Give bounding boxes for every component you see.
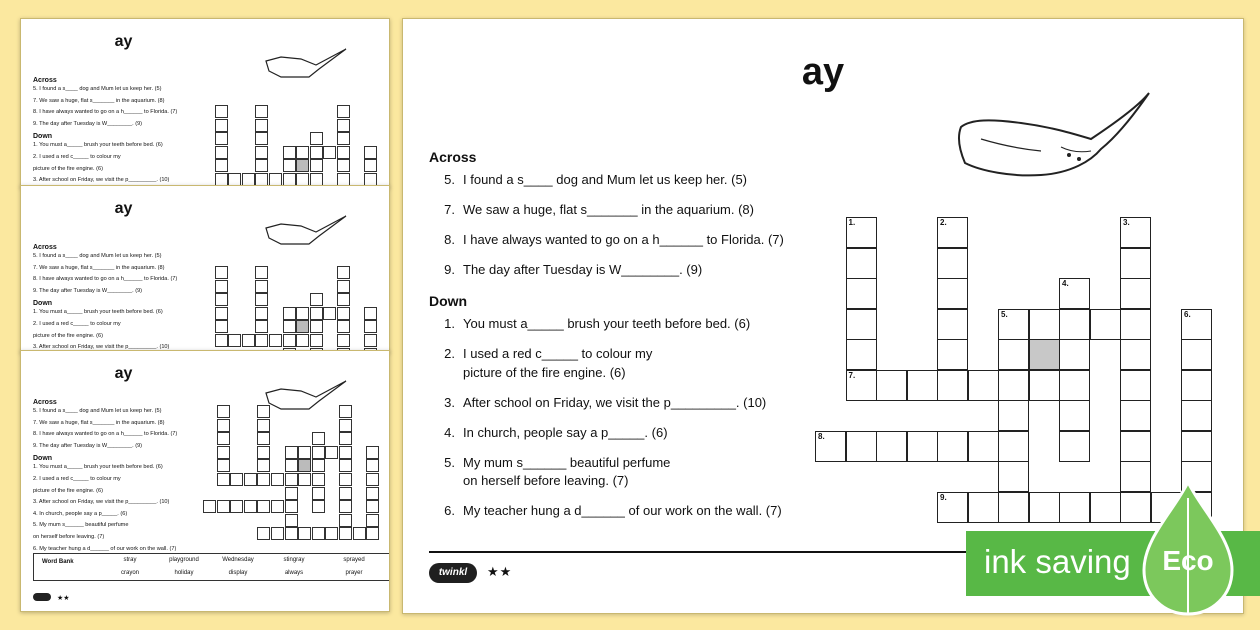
clue-number: 8. bbox=[818, 431, 825, 441]
thumbnail-stars: ★★ bbox=[57, 595, 70, 602]
crossword-cell[interactable] bbox=[1181, 370, 1212, 401]
thumbnail-clues: Across 5. I found a s____ dog and Mum let us keep her. (5) 7. We saw a huge, flat s_______ in the aquarium. (8) 8. I have always wanted to go on a h______ to Florida. (7) 9. The day after Tuesday is W________. (9) Down 1. You must a_____ brush your teeth before bed. (6) 2. I used a red c_____ to colour my picture of the fire engine. (6) 3. After school on Friday, we visit the p_________. (10) bbox=[33, 77, 178, 184]
across-clue: 5. I found a s____ dog and Mum let us keep her. (5) bbox=[444, 172, 748, 187]
crossword-cell[interactable] bbox=[1181, 400, 1212, 431]
clue-number: 3. bbox=[1123, 218, 1130, 227]
thumbnail-crossword-cell bbox=[257, 432, 270, 445]
thumbnail-crossword-cell bbox=[215, 293, 228, 306]
thumbnail-crossword-cell bbox=[337, 159, 350, 172]
crossword-cell[interactable] bbox=[1120, 370, 1151, 401]
crossword-cell[interactable] bbox=[937, 278, 968, 309]
thumbnail-crossword-grid bbox=[201, 105, 381, 188]
thumbnail-crossword-cell bbox=[244, 500, 257, 513]
clue-number: 4. bbox=[1062, 279, 1069, 288]
thumbnail-crossword-cell bbox=[364, 159, 377, 172]
thumbnail-crossword-cell bbox=[310, 320, 323, 333]
word-bank bbox=[33, 553, 390, 581]
thumbnail-crossword-cell bbox=[255, 293, 268, 306]
clue-number: 1. bbox=[848, 218, 856, 227]
thumbnail-crossword-cell bbox=[296, 159, 309, 172]
thumbnail-crossword-cell bbox=[244, 473, 257, 486]
thumbnail-crossword-cell bbox=[283, 320, 296, 333]
thumbnail-crossword-cell bbox=[217, 432, 230, 445]
crossword-cell[interactable] bbox=[998, 339, 1029, 370]
crossword-cell[interactable] bbox=[1059, 431, 1090, 462]
crossword-cell[interactable] bbox=[998, 370, 1029, 401]
thumbnail-crossword-cell bbox=[339, 405, 352, 418]
thumbnail-crossword-cell bbox=[298, 473, 311, 486]
thumbnail-crossword-cell bbox=[325, 527, 338, 540]
thumbnail-crossword-cell bbox=[339, 446, 352, 459]
crossword-cell[interactable] bbox=[998, 492, 1029, 523]
crossword-cell[interactable] bbox=[907, 431, 938, 462]
thumbnail-crossword-cell bbox=[257, 473, 270, 486]
thumbnail-crossword-cell bbox=[215, 307, 228, 320]
word-bank-word: stingray bbox=[283, 557, 305, 563]
thumbnail-crossword-cell bbox=[296, 334, 309, 347]
thumbnail-page-3[interactable] bbox=[20, 350, 390, 612]
crossword-cell[interactable] bbox=[846, 309, 877, 340]
thumbnail-crossword-cell bbox=[366, 459, 379, 472]
thumbnail-crossword-cell bbox=[337, 334, 350, 347]
thumbnail-crossword-cell bbox=[217, 405, 230, 418]
thumbnail-crossword-cell bbox=[257, 527, 270, 540]
crossword-grid bbox=[403, 19, 1244, 614]
thumbnail-crossword-cell bbox=[312, 432, 325, 445]
thumbnail-crossword-cell bbox=[339, 500, 352, 513]
thumbnail-crossword-cell bbox=[366, 446, 379, 459]
thumbnail-crossword-cell bbox=[310, 334, 323, 347]
thumbnail-crossword-cell bbox=[310, 159, 323, 172]
thumbnail-crossword-cell bbox=[215, 146, 228, 159]
thumbnail-crossword-cell bbox=[283, 146, 296, 159]
thumbnail-crossword-cell bbox=[255, 146, 268, 159]
thumbnail-crossword-cell bbox=[255, 280, 268, 293]
crossword-cell[interactable] bbox=[968, 492, 999, 523]
difficulty-stars: ★★ bbox=[487, 564, 513, 579]
word-bank-word: stray bbox=[123, 557, 137, 563]
crossword-cell[interactable] bbox=[937, 339, 968, 370]
crossword-cell[interactable] bbox=[1090, 309, 1121, 340]
thumbnail-crossword-cell bbox=[364, 146, 377, 159]
crossword-cell[interactable] bbox=[1059, 370, 1090, 401]
thumbnail-crossword-cell bbox=[230, 500, 243, 513]
crossword-cell[interactable] bbox=[1029, 309, 1060, 340]
twinkl-logo: twinkl bbox=[429, 563, 477, 583]
word-bank-label: Word Bank bbox=[42, 559, 74, 565]
clue-number: 2. bbox=[940, 218, 947, 227]
thumbnail-crossword-cell bbox=[257, 500, 270, 513]
crossword-cell[interactable] bbox=[846, 431, 877, 462]
crossword-cell[interactable] bbox=[1059, 492, 1090, 523]
thumbnail-title: ay bbox=[114, 200, 133, 217]
twinkl-logo-small bbox=[33, 593, 51, 601]
thumbnail-crossword-cell bbox=[339, 419, 352, 432]
down-heading: Down bbox=[429, 293, 468, 310]
thumbnail-crossword-cell bbox=[312, 527, 325, 540]
crossword-cell[interactable] bbox=[846, 278, 877, 309]
thumbnail-crossword-cell bbox=[285, 473, 298, 486]
thumbnail-crossword-cell bbox=[323, 307, 336, 320]
thumbnail-crossword-cell bbox=[217, 500, 230, 513]
thumbnail-crossword-cell bbox=[337, 320, 350, 333]
thumbnail-crossword-cell bbox=[298, 446, 311, 459]
crossword-cell[interactable] bbox=[846, 339, 877, 370]
thumbnail-crossword-cell bbox=[228, 334, 241, 347]
thumbnail-crossword-cell bbox=[255, 334, 268, 347]
thumbnail-crossword-cell bbox=[353, 527, 366, 540]
clue-number: 6. bbox=[1184, 309, 1191, 319]
thumbnail-crossword-cell bbox=[298, 527, 311, 540]
thumbnail-crossword-cell bbox=[285, 527, 298, 540]
thumbnail-crossword-cell bbox=[366, 487, 379, 500]
thumbnail-crossword-cell bbox=[215, 132, 228, 145]
thumbnail-crossword-cell bbox=[339, 459, 352, 472]
across-heading: Across bbox=[429, 149, 477, 165]
thumbnail-crossword-cell bbox=[312, 500, 325, 513]
thumbnail-crossword-cell bbox=[339, 473, 352, 486]
thumbnail-crossword-cell bbox=[364, 320, 377, 333]
thumbnail-crossword-cell bbox=[255, 119, 268, 132]
word-bank-word: crayon bbox=[120, 570, 139, 576]
crossword-cell[interactable] bbox=[1120, 248, 1151, 279]
thumbnail-crossword-cell bbox=[339, 487, 352, 500]
thumbnail-crossword-cell bbox=[310, 293, 323, 306]
clue-number: 9. bbox=[940, 492, 947, 502]
thumbnail-crossword-cell bbox=[215, 320, 228, 333]
crossword-cell[interactable] bbox=[1120, 309, 1151, 340]
thumbnail-crossword-cell bbox=[215, 334, 228, 347]
thumbnail-crossword-cell bbox=[310, 307, 323, 320]
word-bank-word: holiday bbox=[174, 570, 194, 576]
thumbnail-crossword-cell bbox=[312, 459, 325, 472]
eco-label: Eco bbox=[1162, 545, 1214, 576]
crossword-cell[interactable] bbox=[998, 461, 1029, 492]
across-clue: 8. I have always wanted to go on a h______ to Florida. (7) bbox=[444, 231, 784, 247]
thumbnail-crossword-cell bbox=[339, 432, 352, 445]
word-bank-word: prayer bbox=[345, 570, 363, 576]
thumbnail-crossword-cell bbox=[296, 320, 309, 333]
thumbnail-crossword-cell bbox=[215, 266, 228, 279]
thumbnail-crossword-cell bbox=[269, 334, 282, 347]
thumbnail-crossword-cell bbox=[339, 514, 352, 527]
thumbnail-crossword-cell bbox=[255, 320, 268, 333]
thumbnail-crossword-cell bbox=[271, 500, 284, 513]
crossword-cell[interactable] bbox=[1029, 370, 1060, 401]
thumbnail-crossword-cell bbox=[312, 487, 325, 500]
thumbnail-crossword-grid bbox=[201, 266, 381, 353]
thumbnail-crossword-cell bbox=[283, 159, 296, 172]
thumbnail-crossword-cell bbox=[255, 159, 268, 172]
thumbnail-crossword-cell bbox=[215, 119, 228, 132]
thumbnail-crossword-cell bbox=[312, 473, 325, 486]
thumbnail-page-1[interactable] bbox=[20, 18, 390, 188]
thumbnail-crossword-cell bbox=[257, 405, 270, 418]
thumbnail-crossword-cell bbox=[366, 500, 379, 513]
thumbnail-crossword-cell bbox=[337, 307, 350, 320]
crossword-cell[interactable] bbox=[1120, 278, 1151, 309]
word-bank-word: sprayed bbox=[343, 557, 365, 563]
crossword-cell[interactable] bbox=[876, 370, 907, 401]
thumbnail-crossword-cell bbox=[285, 459, 298, 472]
thumbnail-crossword-cell bbox=[257, 446, 270, 459]
thumbnail-page-2[interactable] bbox=[20, 185, 390, 353]
crossword-cell[interactable] bbox=[1181, 339, 1212, 370]
thumbnail-crossword-cell bbox=[271, 527, 284, 540]
thumbnail-crossword-cell bbox=[337, 132, 350, 145]
thumbnail-crossword-cell bbox=[242, 334, 255, 347]
across-clue: 7. We saw a huge, flat s_______ in the aquarium. (8) bbox=[444, 201, 754, 217]
thumbnail-crossword-cell bbox=[230, 473, 243, 486]
word-bank-word: Wednesday bbox=[222, 557, 254, 563]
thumbnail-crossword-cell bbox=[366, 514, 379, 527]
stingray-icon bbox=[261, 47, 351, 87]
thumbnail-crossword-cell bbox=[217, 459, 230, 472]
crossword-cell[interactable] bbox=[1059, 309, 1090, 340]
word-bank-word: playground bbox=[169, 557, 199, 563]
crossword-cell[interactable] bbox=[937, 370, 968, 401]
thumbnail-crossword-cell bbox=[364, 307, 377, 320]
thumbnail-crossword-cell bbox=[298, 459, 311, 472]
crossword-cell[interactable] bbox=[937, 309, 968, 340]
crossword-cell[interactable] bbox=[1120, 400, 1151, 431]
thumbnail-crossword-cell bbox=[283, 307, 296, 320]
thumbnail-crossword-cell bbox=[285, 446, 298, 459]
thumbnail-crossword-cell bbox=[217, 446, 230, 459]
crossword-cell[interactable] bbox=[998, 400, 1029, 431]
thumbnail-crossword-cell bbox=[337, 266, 350, 279]
thumbnail-crossword-cell bbox=[337, 280, 350, 293]
down-clue: 6. My teacher hung a d______ of our work on the wall. (7) bbox=[444, 503, 782, 519]
thumbnail-crossword-cell bbox=[271, 473, 284, 486]
thumbnail-crossword-cell bbox=[255, 105, 268, 118]
word-bank-word: display bbox=[228, 570, 248, 576]
thumbnail-crossword-cell bbox=[366, 527, 379, 540]
clue-number: 5. bbox=[1001, 309, 1008, 319]
crossword-cell[interactable] bbox=[1120, 431, 1151, 462]
thumbnail-crossword-cell bbox=[310, 132, 323, 145]
crossword-cell[interactable] bbox=[998, 431, 1029, 462]
thumbnail-crossword-cell bbox=[203, 500, 216, 513]
thumbnail-crossword-cell bbox=[337, 293, 350, 306]
thumbnail-crossword-cell bbox=[257, 459, 270, 472]
down-clue: 3. After school on Friday, we visit the p_________. (10) bbox=[444, 394, 767, 410]
thumbnail-crossword-cell bbox=[285, 487, 298, 500]
crossword-cell[interactable] bbox=[1090, 492, 1121, 523]
thumbnail-crossword-cell bbox=[364, 334, 377, 347]
crossword-cell[interactable] bbox=[876, 431, 907, 462]
thumbnail-crossword-cell bbox=[255, 132, 268, 145]
word-bank-word: always bbox=[284, 570, 304, 576]
crossword-cell[interactable] bbox=[1029, 339, 1060, 370]
thumbnail-clues: Across 5. I found a s____ dog and Mum let us keep her. (5) 7. We saw a huge, flat s_______ in the aquarium. (8) 8. I have always wanted to go on a h______ to Florida. (7) 9. The day after Tuesday is W________. (9) Down 1. You must a_____ brush your teeth before bed. (6) 2. I used a red c_____ to colour my picture of the fire engine. (6) 3. After school on Friday, we visit the p_________. (10) bbox=[33, 244, 178, 351]
clue-number: 7. bbox=[848, 370, 856, 380]
ink-saving-text: ink saving bbox=[984, 543, 1131, 580]
crossword-cell[interactable] bbox=[1059, 339, 1090, 370]
thumbnail-crossword-cell bbox=[339, 527, 352, 540]
crossword-cell[interactable] bbox=[937, 248, 968, 279]
crossword-cell[interactable] bbox=[937, 431, 968, 462]
down-clue: 4. In church, people say a p_____. (6) bbox=[444, 424, 668, 440]
thumbnail-crossword-cell bbox=[215, 159, 228, 172]
crossword-cell[interactable] bbox=[846, 248, 877, 279]
crossword-cell[interactable] bbox=[1181, 431, 1212, 462]
thumbnail-crossword-cell bbox=[215, 105, 228, 118]
thumbnail-crossword-cell bbox=[255, 307, 268, 320]
crossword-cell[interactable] bbox=[1029, 492, 1060, 523]
thumbnail-crossword-cell bbox=[217, 419, 230, 432]
page-title: ay bbox=[801, 51, 845, 93]
thumbnail-crossword-cell bbox=[285, 500, 298, 513]
thumbnail-crossword-cell bbox=[217, 473, 230, 486]
thumbnail-crossword-cell bbox=[215, 280, 228, 293]
thumbnail-crossword-cell bbox=[283, 334, 296, 347]
thumbnail-crossword-cell bbox=[296, 146, 309, 159]
thumbnail-title: ay bbox=[114, 33, 133, 50]
crossword-cell[interactable] bbox=[907, 370, 938, 401]
thumbnail-clues: Across 5. I found a s____ dog and Mum let us keep her. (5) 7. We saw a huge, flat s_______ in the aquarium. (8) 8. I have always wanted to go on a h______ to Florida. (7) 9. The day after Tuesday is W________. (9) Down 1. You must a_____ brush your teeth before bed. (6) 2. I used a red c_____ to colour my picture of the fire engine. (6) 3. After school on Friday, we visit the p_________. (10) 4. In church, people say a p_____. (6) 5. My mum s______ beautiful perfume on herself before leaving. (7) 6. My teacher hung a d______ of our work on the wall. (7) bbox=[33, 399, 178, 552]
crossword-cell[interactable] bbox=[1059, 400, 1090, 431]
stingray-icon bbox=[261, 214, 351, 254]
thumbnail-crossword-cell bbox=[323, 146, 336, 159]
thumbnail-crossword-cell bbox=[312, 446, 325, 459]
thumbnail-crossword-cell bbox=[325, 446, 338, 459]
main-worksheet-page bbox=[402, 18, 1244, 614]
thumbnail-title: ay bbox=[114, 365, 133, 382]
crossword-cell[interactable] bbox=[968, 370, 999, 401]
thumbnail-crossword-cell bbox=[366, 473, 379, 486]
crossword-cell[interactable] bbox=[1120, 339, 1151, 370]
across-clue: 9. The day after Tuesday is W________. (9) bbox=[444, 261, 703, 277]
thumbnail-crossword-cell bbox=[337, 119, 350, 132]
thumbnail-crossword-cell bbox=[310, 146, 323, 159]
thumbnail-crossword-cell bbox=[337, 105, 350, 118]
down-clue: 1. You must a_____ brush your teeth before bed. (6) bbox=[444, 316, 751, 332]
thumbnail-crossword-cell bbox=[257, 419, 270, 432]
crossword-cell[interactable] bbox=[968, 431, 999, 462]
down-clue: 5. My mum s______ beautiful perfume on herself before leaving. (7) bbox=[444, 454, 671, 489]
thumbnail-crossword-cell bbox=[285, 514, 298, 527]
down-clue: 2. I used a red c_____ to colour my picture of the fire engine. (6) bbox=[444, 346, 653, 381]
thumbnail-crossword-cell bbox=[337, 146, 350, 159]
thumbnail-crossword-cell bbox=[296, 307, 309, 320]
thumbnail-crossword-cell bbox=[255, 266, 268, 279]
